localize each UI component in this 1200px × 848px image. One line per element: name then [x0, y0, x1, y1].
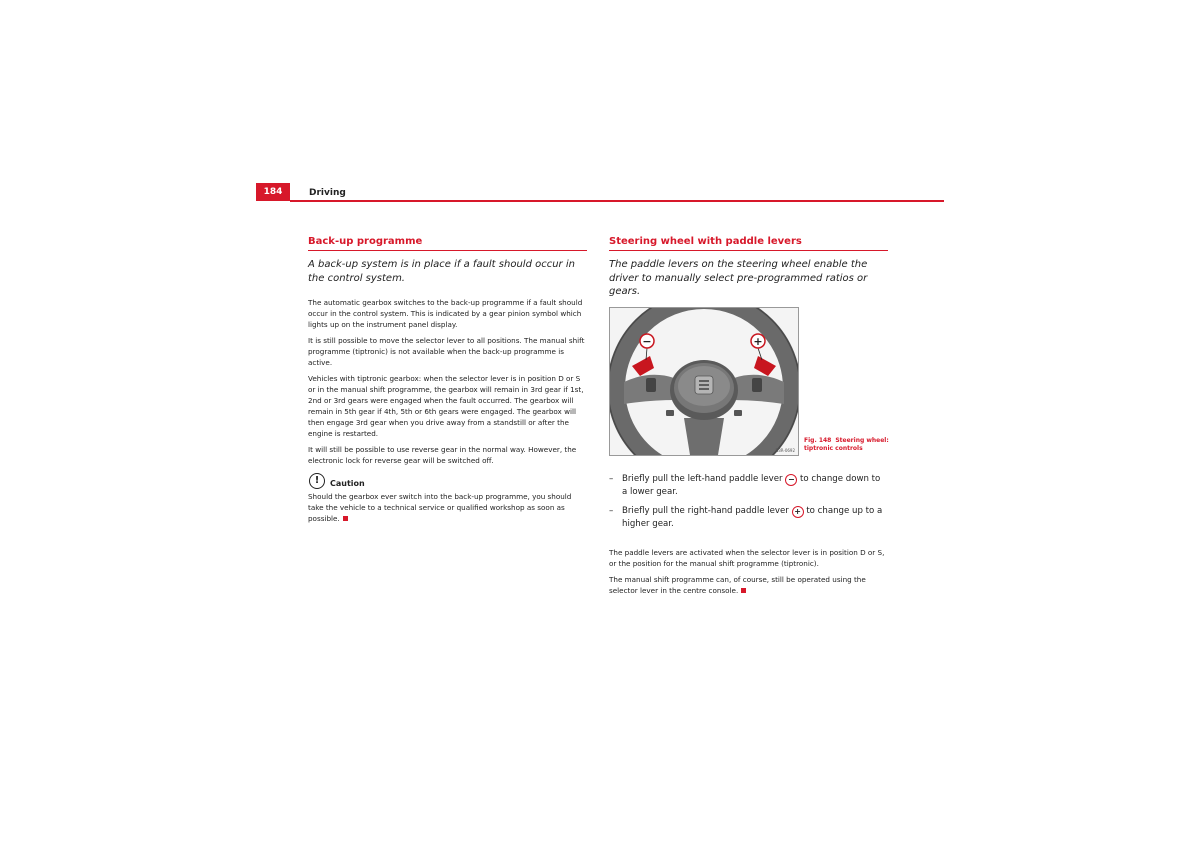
- list-text-before: Briefly pull the left-hand paddle lever: [622, 473, 783, 484]
- body-paragraph: Vehicles with tiptronic gearbox: when the selector lever is in position D or S or in the manual shift programme, the gearbox will remain in 3rd gear if 1st, 2nd or 3rd gears were engaged when the fault occurred. The gearbox will remain in 5th gear if 4th, 5th or 6th gears were engaged. The gearbox will then engage 3rd gear when you drive away from a standstill or after the engine is restarted.: [308, 374, 584, 438]
- caution-header: [308, 476, 587, 491]
- caution-title: Caution: [330, 479, 365, 488]
- body-paragraph: The automatic gearbox switches to the back-up programme if a fault should occur in the control system. This is indicated by a gear pinion symbol which lights up on the instrument panel display.: [308, 298, 583, 329]
- plus-paddle-icon: +: [792, 506, 804, 518]
- right-column: [609, 236, 888, 601]
- list-text-after: to change up to a higher gear.: [622, 506, 883, 529]
- figure-caption-text: Steering wheel: tiptronic controls: [804, 436, 889, 452]
- minus-paddle-icon: −: [785, 474, 797, 486]
- page-header: [256, 183, 944, 202]
- minus-callout-icon: −: [642, 334, 652, 348]
- body-paragraph: It will still be possible to use reverse gear in the normal way. However, the electronic lock for reverse gear will be switched off.: [308, 445, 577, 465]
- figure-caption: [804, 437, 894, 453]
- page-number: 184: [256, 183, 290, 201]
- end-of-section-marker: [741, 588, 746, 593]
- list-dash: –: [609, 473, 614, 484]
- list-item: [609, 505, 888, 531]
- list-dash: –: [609, 506, 614, 516]
- header-rule: [290, 200, 944, 202]
- body-paragraph: The paddle levers are activated when the selector lever is in position D or S, or the position for the manual shift programme (tiptronic).: [609, 547, 885, 568]
- list-item: [609, 473, 888, 499]
- steering-wheel-intro: The paddle levers on the steering wheel enable the driver to manually select pre-programmed ratios or gears.: [609, 259, 868, 297]
- body-paragraph: It is still possible to move the selector lever to all positions. The manual shift programme (tiptronic) is not available when the back-up programme is active.: [308, 336, 585, 367]
- list-text-before: Briefly pull the right-hand paddle lever: [622, 506, 789, 516]
- left-column: [308, 236, 587, 529]
- backup-programme-heading: Back-up programme: [308, 236, 587, 251]
- figure-label: Fig. 148: [804, 436, 832, 444]
- caution-box: [308, 476, 587, 524]
- body-paragraph-text: The manual shift programme can, of course, still be operated using the selector lever in the centre console.: [609, 574, 866, 595]
- steering-wheel-heading: Steering wheel with paddle levers: [609, 236, 888, 251]
- chapter-title: Driving: [309, 188, 346, 198]
- caution-text: Should the gearbox ever switch into the back-up programme, you should take the vehicle to a technical service or qualified workshop as soon as possible.: [308, 492, 572, 523]
- after-list-text: [609, 547, 888, 596]
- steering-wheel-illustration: [609, 307, 799, 456]
- steering-wheel-drawing: [610, 308, 798, 455]
- list-text-after: to change down to a lower gear.: [622, 473, 881, 497]
- figure: [609, 307, 888, 462]
- warning-icon: !: [309, 473, 325, 489]
- end-of-section-marker: [343, 516, 348, 521]
- body-paragraph-final: [609, 574, 888, 596]
- plus-callout-icon: +: [753, 334, 763, 348]
- backup-programme-intro: A back-up system is in place if a fault should occur in the control system.: [308, 259, 575, 284]
- figure-code: B3R-0692: [775, 447, 795, 453]
- caution-text-paragraph: [308, 491, 587, 524]
